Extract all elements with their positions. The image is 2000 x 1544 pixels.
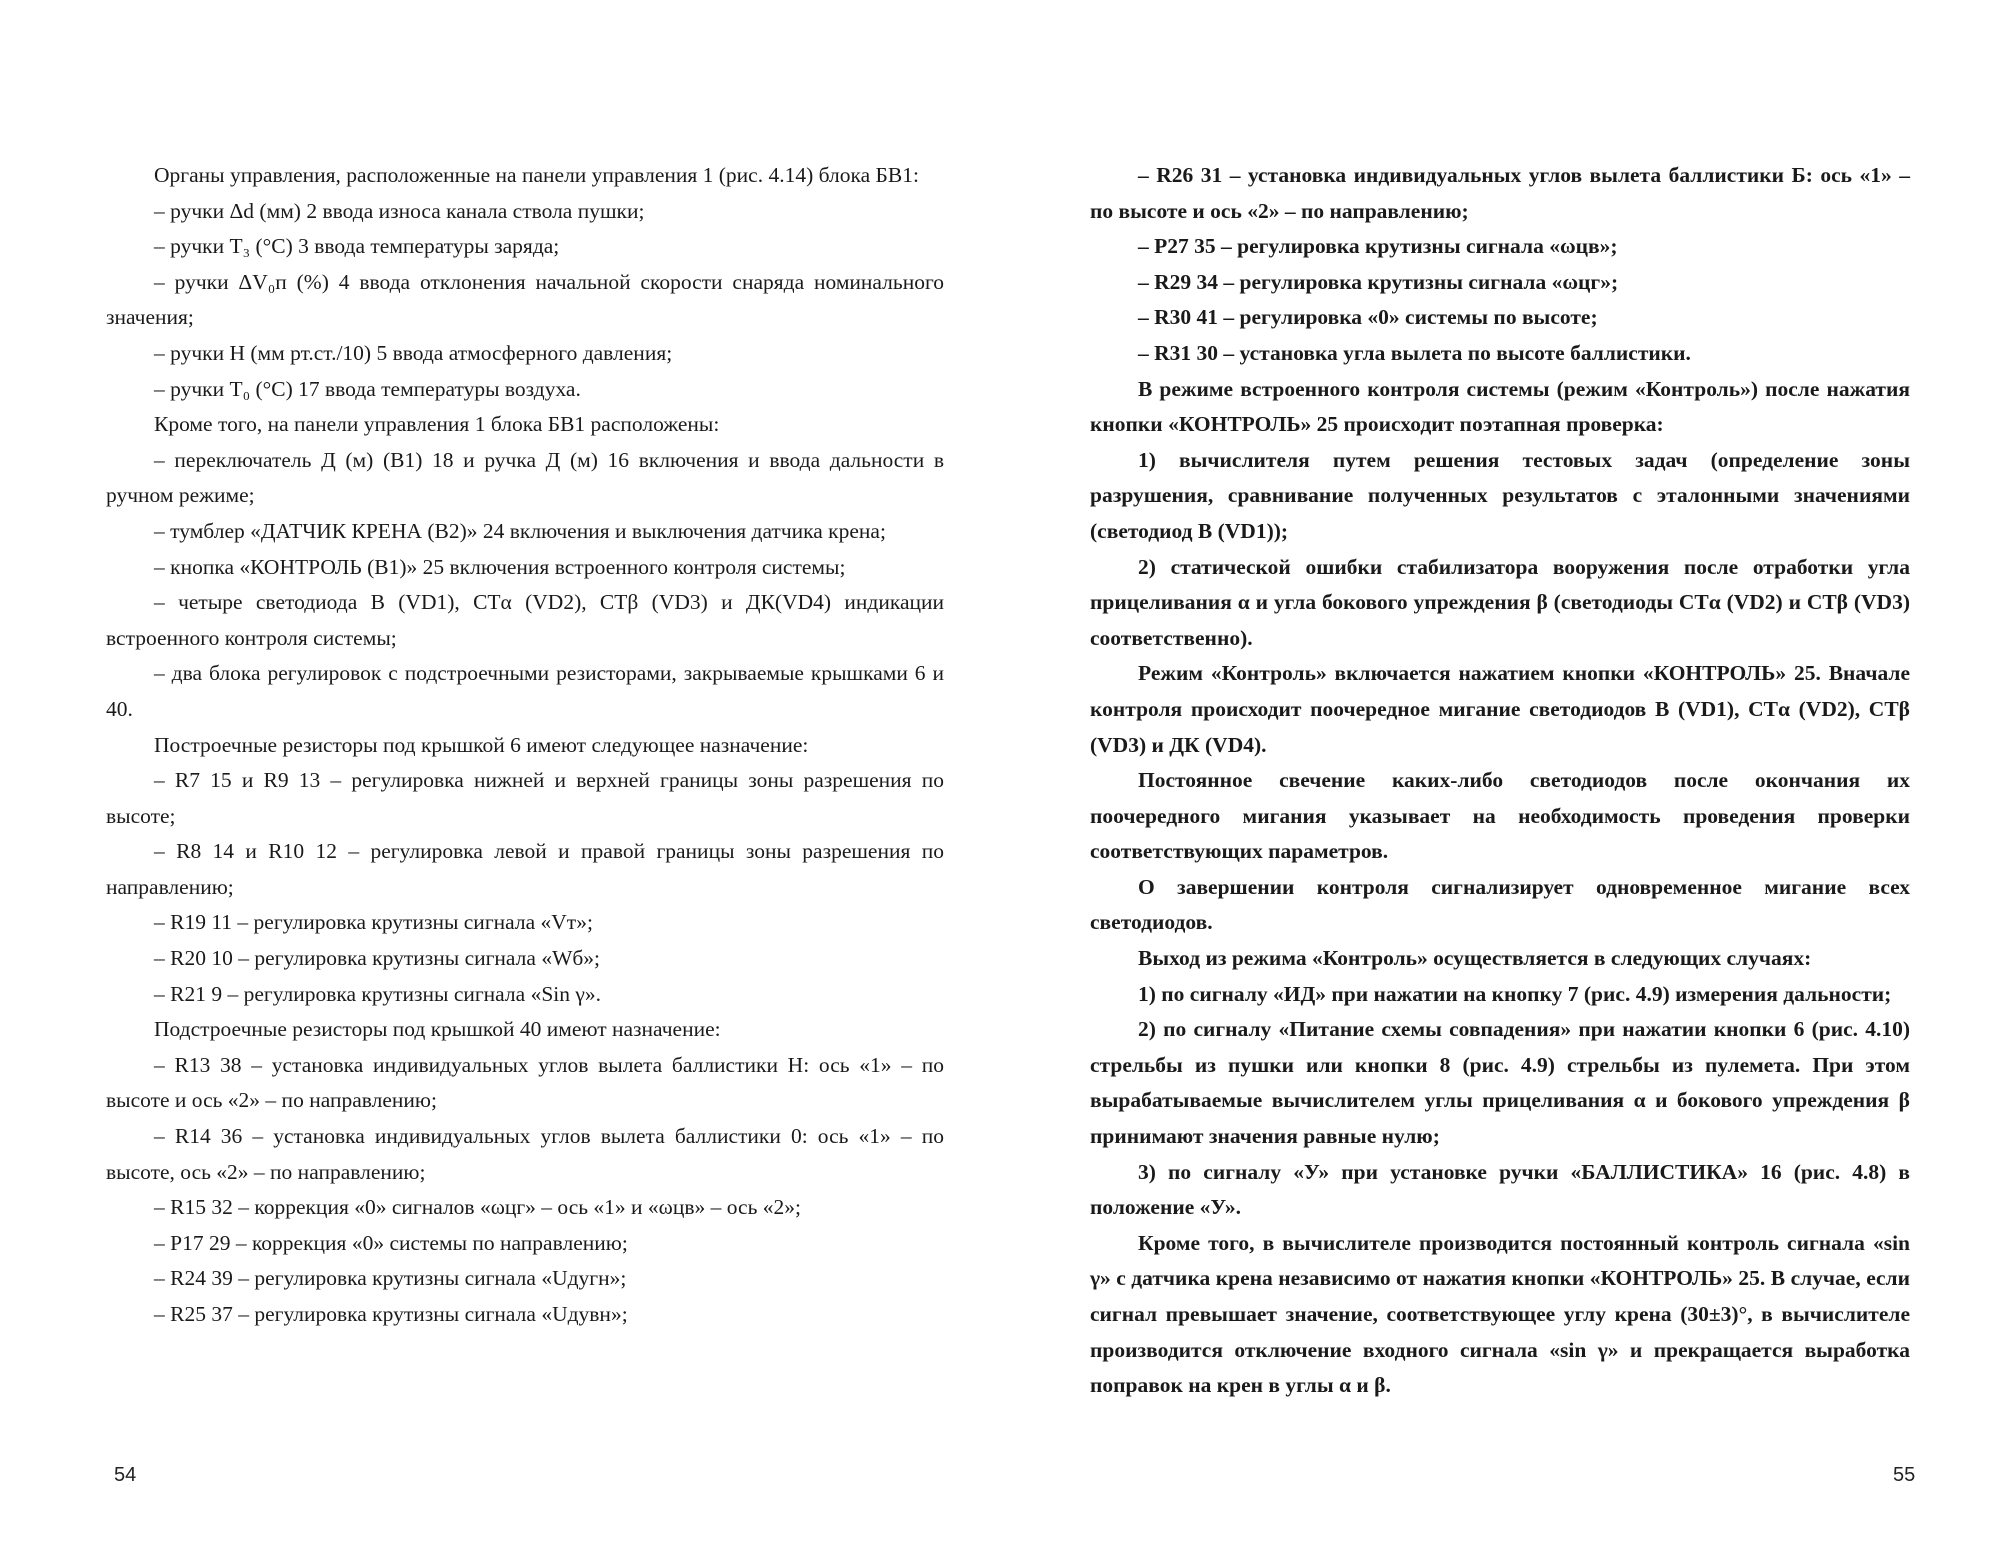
paragraph: Подстроечные резисторы под крышкой 40 имеют назначение: <box>154 1017 721 1042</box>
paragraph: 1) по сигналу «ИД» при нажатии на кнопку 7 (рис. 4.9) измерения дальности; <box>1138 981 1892 1006</box>
paragraph: Постоянное свечение каких-либо светодиодов после окончания их поочередного мигания указывает на необходимость проведения проверки соответствующих параметров. <box>1090 768 1910 864</box>
paragraph: – R19 11 – регулировка крутизны сигнала «Vт»; <box>154 910 593 935</box>
paragraph: – R30 41 – регулировка «0» системы по высоте; <box>1138 305 1598 330</box>
paragraph: Режим «Контроль» включается нажатием кнопки «КОНТРОЛЬ» 25. Вначале контроля происходит поочередное мигание светодиодов В (VD1), СТα (VD2), СТβ (VD3) и ДК (VD4). <box>1090 661 1910 757</box>
paragraph: – R15 32 – коррекция «0» сигналов «ωцг» – ось «1» и «ωцв» – ось «2»; <box>154 1195 801 1220</box>
paragraph: 3) по сигналу «У» при установке ручки «БАЛЛИСТИКА» 16 (рис. 4.8) в положение «У». <box>1090 1159 1910 1220</box>
paragraph: – R24 39 – регулировка крутизны сигнала «Uдугн»; <box>154 1266 627 1291</box>
paragraph: – ручки Н (мм рт.ст./10) 5 ввода атмосферного давления; <box>154 340 673 365</box>
paragraph: Органы управления, расположенные на панели управления 1 (рис. 4.14) блока БВ1: <box>154 163 919 187</box>
right-page <box>1000 0 2000 1544</box>
paragraph: – тумблер «ДАТЧИК КРЕНА (В2)» 24 включения и выключения датчика крена; <box>154 518 886 543</box>
right-text-column <box>1090 158 1910 1404</box>
page-number: 55 <box>1893 1464 1916 1486</box>
paragraph: – R26 31 – установка индивидуальных углов вылета баллистики Б: ось «1» – по высоте и ось «2» – по направлению; <box>1090 163 1910 223</box>
paragraph: – ручки Δd (мм) 2 ввода износа канала ствола пушки; <box>154 198 645 223</box>
paragraph: – Р17 29 – коррекция «0» системы по направлению; <box>154 1230 628 1255</box>
paragraph: – R21 9 – регулировка крутизны сигнала «Sin γ». <box>154 981 601 1006</box>
paragraph: Построечные резисторы под крышкой 6 имеют следующее назначение: <box>154 732 809 757</box>
paragraph: О завершении контроля сигнализирует одновременное мигание всех светодиодов. <box>1090 874 1910 935</box>
paragraph: – переключатель Д (м) (В1) 18 и ручка Д (м) 16 включения и ввода дальности в ручном режиме; <box>106 447 944 508</box>
paragraph: – R20 10 – регулировка крутизны сигнала «Wб»; <box>154 946 601 971</box>
paragraph: – ручки Т₃ (°С) 3 ввода температуры заряда; <box>154 234 560 259</box>
paragraph: – ручки Т₀ (°С) 17 ввода температуры воздуха. <box>154 376 581 401</box>
paragraph: – R31 30 – установка угла вылета по высоте баллистики. <box>1138 340 1691 365</box>
paragraph: – R25 37 – регулировка крутизны сигнала «Uдувн»; <box>154 1302 628 1326</box>
paragraph: 1) вычислителя путем решения тестовых задач (определение зоны разрушения, сравнивание полученных результатов с эталонными значениями (светодиод В (VD1)); <box>1090 447 1910 543</box>
paragraph: – R14 36 – установка индивидуальных углов вылета баллистики 0: ось «1» – по высоте, ось «2» – по направлению; <box>106 1124 944 1184</box>
paragraph: Выход из режима «Контроль» осуществляется в следующих случаях: <box>1138 946 1812 971</box>
paragraph: Кроме того, на панели управления 1 блока БВ1 расположены: <box>154 412 720 437</box>
paragraph: – R13 38 – установка индивидуальных углов вылета баллистики Н: ось «1» – по высоте и ось «2» – по направлению; <box>106 1052 944 1113</box>
paragraph: – четыре светодиода В (VD1), СТα (VD2), СТβ (VD3) и ДК(VD4) индикации встроенного контроля системы; <box>106 590 944 650</box>
paragraph: Кроме того, в вычислителе производится постоянный контроль сигнала «sin γ» с датчика крена независимо от нажатия кнопки «КОНТРОЛЬ» 25. В случае, если сигнал превышает значение, соответствующее углу крена (30±3)°, в вычислителе производится отключение входного сигнала «sin γ» и прекращается выработка поправок на крен в углы α и β. <box>1090 1230 1910 1398</box>
left-text-column <box>106 158 944 1333</box>
paragraph: – R7 15 и R9 13 – регулировка нижней и верхней границы зоны разрешения по высоте; <box>106 768 944 828</box>
paragraph: – ручки ΔV₀п (%) 4 ввода отклонения начальной скорости снаряда номинального значения; <box>106 269 944 330</box>
paragraph: – R29 34 – регулировка крутизны сигнала «ωцг»; <box>1138 269 1619 294</box>
paragraph: – два блока регулировок с подстроечными резисторами, закрываемые крышками 6 и 40. <box>106 661 944 721</box>
paragraph: – Р27 35 – регулировка крутизны сигнала «ωцв»; <box>1138 234 1618 259</box>
paragraph: – R8 14 и R10 12 – регулировка левой и правой границы зоны разрешения по направлению; <box>106 839 944 899</box>
paragraph: – кнопка «КОНТРОЛЬ (В1)» 25 включения встроенного контроля системы; <box>154 554 846 579</box>
paragraph: 2) по сигналу «Питание схемы совпадения» при нажатии кнопки 6 (рис. 4.10) стрельбы из пушки или кнопки 8 (рис. 4.9) стрельбы из пулемета. При этом вырабатываемые вычислителем углы прицеливания α и бокового упреждения β принимают значения равные нулю; <box>1090 1017 1910 1149</box>
paragraph: В режиме встроенного контроля системы (режим «Контроль») после нажатия кнопки «КОНТРОЛЬ» 25 происходит поэтапная проверка: <box>1090 376 1910 437</box>
paragraph: 2) статической ошибки стабилизатора вооружения после отработки угла прицеливания α и угла бокового упреждения β (светодиоды СТα (VD2) и СТβ (VD3) соответственно). <box>1090 554 1910 650</box>
page-number: 54 <box>114 1464 137 1486</box>
